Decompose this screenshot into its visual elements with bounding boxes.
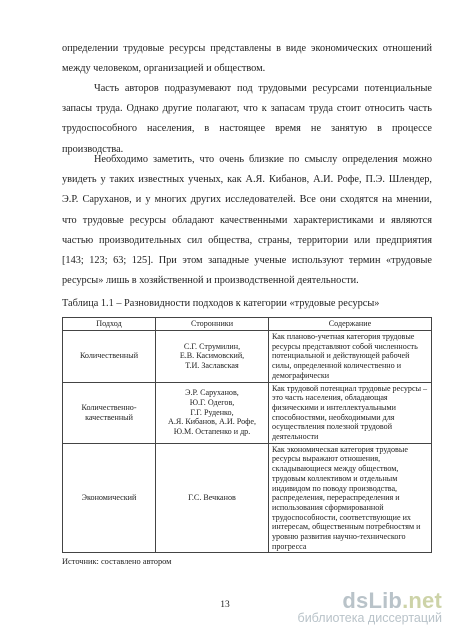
supporters-cell: Г.С. Вечканов xyxy=(156,443,269,553)
watermark xyxy=(298,588,442,625)
approach-cell: Экономический xyxy=(63,443,156,553)
table-row xyxy=(63,331,432,383)
header-content: Содержание xyxy=(269,318,432,331)
table-row xyxy=(63,443,432,553)
header-supporters: Сторонники xyxy=(156,318,269,331)
content-cell: Как экономическая категория трудовые ресурсы выражают отношения, складывающиеся между обществом, трудовым коллективом и отдельным индивидом по поводу производства, распределения, перераспределения и использования сформированной трудоспособности, соответствующие их интересам, общественным потребностям и уровню развития научно-технического прогресса xyxy=(269,443,432,553)
header-approach: Подход xyxy=(63,318,156,331)
approaches-table xyxy=(62,317,432,553)
table-row xyxy=(63,382,432,443)
table-source-note: Источник: составлено автором xyxy=(62,557,172,566)
watermark-tagline: библиотека диссертаций xyxy=(297,611,442,625)
supporters-cell: С.Г. Струмилин, Е.В. Касимовский, Т.И. Заславская xyxy=(156,331,269,383)
table-header-row xyxy=(63,318,432,331)
approach-cell: Количественный xyxy=(63,331,156,383)
content-cell: Как трудовой потенциал трудовые ресурсы – это часть населения, обладающая физическими и интеллектуальными способностями, необходимыми для осуществления полезной трудовой деятельности xyxy=(269,382,432,443)
paragraph-1: определении трудовые ресурсы представлены в виде экономических отношений между человеком, организацией и обществом. xyxy=(62,43,432,75)
watermark-logo-tld: .net xyxy=(402,588,442,613)
paragraph-2: Часть авторов подразумевают под трудовыми ресурсами потенциальные запасы труда. Однако другие полагают, что к запасам труда стоит относить часть трудоспособного населения, в настоящее время не занятую в процессе производства. xyxy=(62,83,432,155)
watermark-logo-main: dsLib xyxy=(342,588,403,613)
supporters-cell: Э.Р. Саруханов, Ю.Г. Одегов, Г.Г. Руденко, А.Я. Кибанов, А.И. Рофе, Ю.М. Остапенко и др. xyxy=(156,382,269,443)
page-number: 13 xyxy=(220,600,230,610)
paragraph-3: Необходимо заметить, что очень близкие по смыслу определения можно увидеть у таких известных ученых, как А.Я. Кибанов, А.И. Рофе, П.Э. Шлендер, Э.Р. Саруханов, и у многих других исследователей. Все они сходятся на мнении, что трудовые ресурсы обладают качественными характеристиками и являются частью производительных сил общества, страны, территории или предприятия [143; 123; 63; 125]. При этом западные ученые используют термин «трудовые ресурсы» лишь в хозяйственной и производственной деятельности. xyxy=(62,154,432,287)
approach-cell: Количественно- качественный xyxy=(63,382,156,443)
content-cell: Как планово-учетная категория трудовые ресурсы представляют собой численность потенциальной и действующей рабочей силы, определенной количественно и демографически xyxy=(269,331,432,383)
table-caption: Таблица 1.1 – Разновидности подходов к категории «трудовые ресурсы» xyxy=(62,298,380,309)
